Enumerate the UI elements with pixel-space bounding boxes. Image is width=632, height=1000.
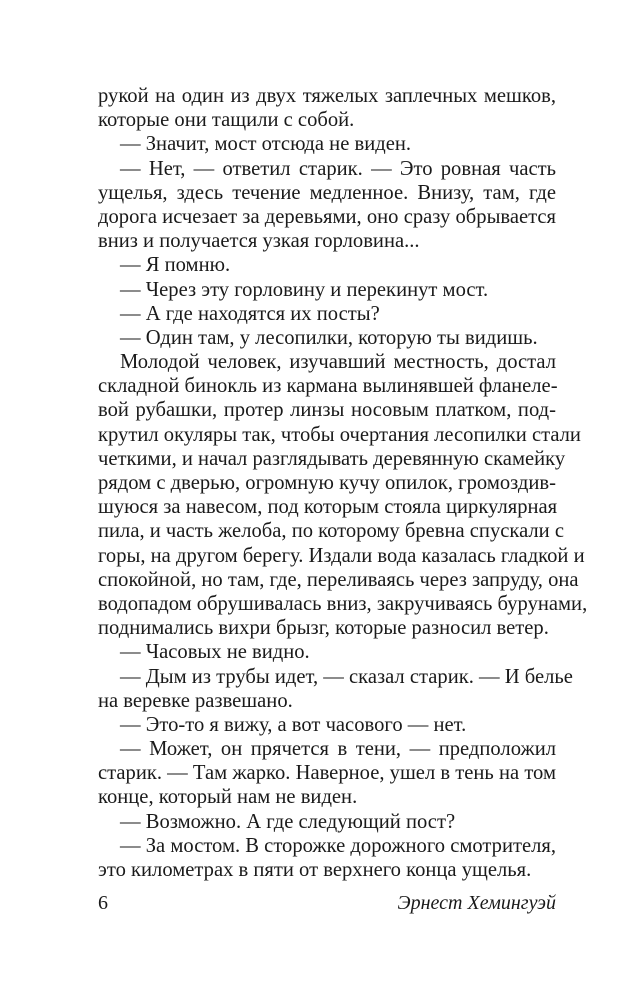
- text-line: старик. — Там жарко. Наверное, ушел в тень на том: [98, 762, 556, 785]
- text-line: — Один там, у лесопилки, которую ты видишь.: [120, 326, 538, 349]
- text-line: шуюся за навесом, под которым стояла циркулярная: [98, 496, 558, 519]
- text-line: — Нет, — ответил старик. — Это ровная часть: [120, 157, 556, 180]
- text-line: — Часовых не видно.: [120, 641, 310, 664]
- text-line: дорога исчезает за деревьями, оно сразу обрывается: [98, 205, 556, 228]
- text-line: — За мостом. В сторожке дорожного смотрителя,: [120, 834, 557, 857]
- running-footer-author: Эрнест Хемингуэй: [397, 892, 556, 914]
- text-line: вой рубашки, протер линзы носовым платком, под-: [98, 399, 556, 422]
- text-line: вниз и получается узкая горловина...: [98, 230, 420, 253]
- text-line: четкими, и начал разглядывать деревянную скамейку: [98, 447, 566, 470]
- text-line: рядом с дверью, огромную кучу опилок, громоздив-: [98, 472, 556, 494]
- text-line: которые они тащили с собой.: [98, 109, 355, 132]
- text-line: — Я помню.: [120, 254, 231, 277]
- text-line: складной бинокль из кармана вылинявшей фланеле-: [98, 375, 558, 398]
- text-line: спокойной, но там, где, переливаясь через запруду, она: [98, 568, 579, 591]
- text-line: на веревке развешано.: [98, 689, 293, 712]
- text-line: поднимались вихри брызг, которые разносил ветер.: [98, 617, 549, 640]
- text-line: горы, на другом берегу. Издали вода казалась гладкой и: [98, 544, 585, 567]
- text-line: — Через эту горловину и перекинут мост.: [120, 278, 489, 301]
- text-line: крутил окуляры так, чтобы очертания лесопилки стали: [98, 423, 581, 446]
- text-line: рукой на один из двух тяжелых заплечных мешков,: [98, 85, 556, 107]
- text-line: конце, который нам не виден.: [98, 786, 358, 809]
- text-line: Молодой человек, изучавший местность, достал: [120, 351, 556, 374]
- text-line: пила, и часть желоба, по которому бревна спускали с: [98, 520, 564, 543]
- text-line: — Дым из трубы идет, — сказал старик. — И белье: [120, 665, 573, 688]
- text-line: — А где находятся их посты?: [120, 302, 380, 325]
- text-line: — Может, он прячется в тени, — предположил: [120, 738, 556, 761]
- page-number: 6: [98, 892, 108, 914]
- text-line: — Это-то я вижу, а вот часового — нет.: [120, 713, 467, 736]
- page-body: [98, 84, 588, 882]
- page-footer: [98, 892, 556, 918]
- text-line: ущелья, здесь течение медленное. Внизу, там, где: [98, 181, 556, 204]
- text-line: водопадом обрушивалась вниз, закручиваясь бурунами,: [98, 592, 588, 615]
- text-line: — Значит, мост отсюда не виден.: [120, 133, 412, 156]
- text-line: — Возможно. А где следующий пост?: [120, 810, 456, 833]
- text-line: это километрах в пяти от верхнего конца ущелья.: [98, 859, 532, 881]
